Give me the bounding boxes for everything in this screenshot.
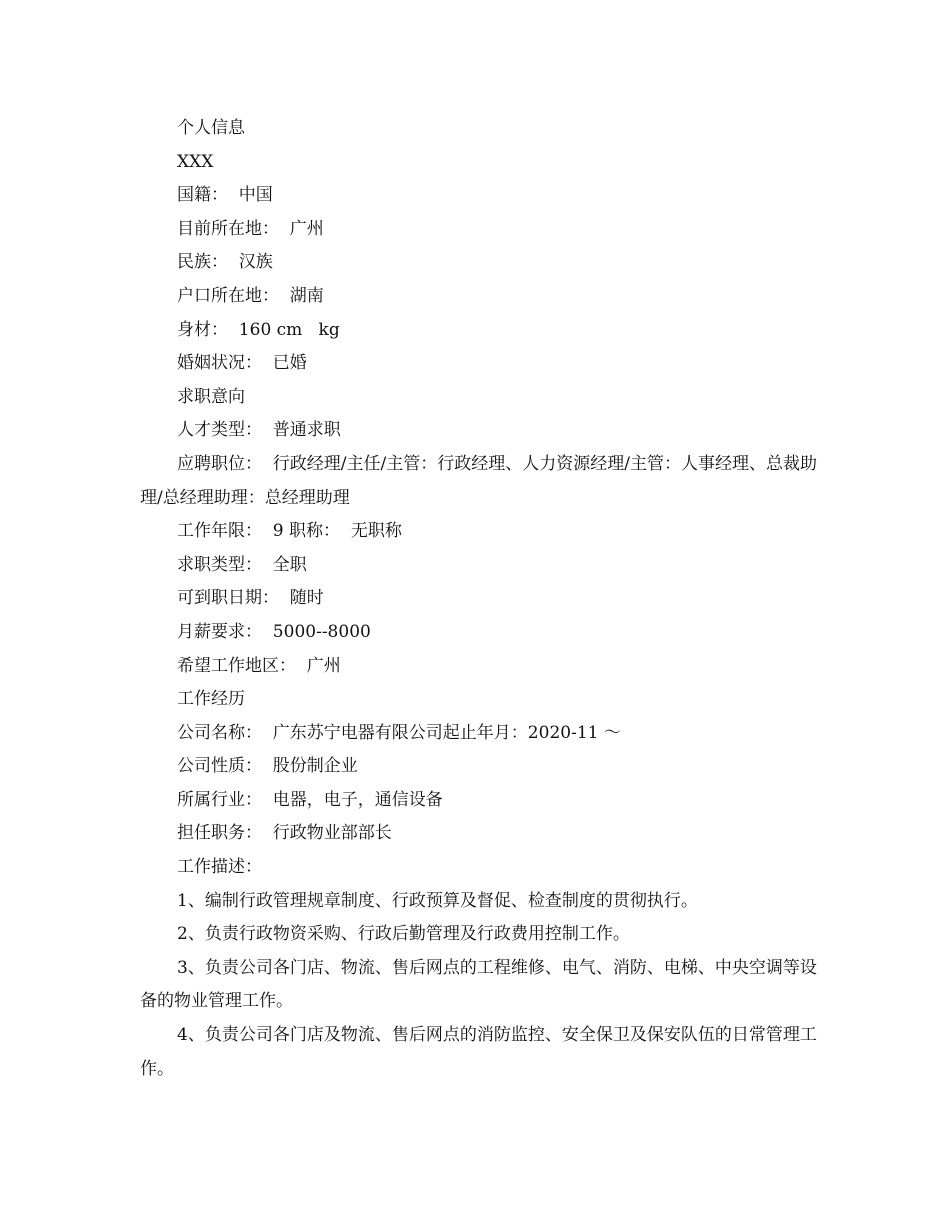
current-location-line: 目前所在地： 广州 (177, 218, 324, 239)
section-heading-personal-info: 个人信息 (177, 118, 245, 138)
preferred-location-line: 希望工作地区： 广州 (177, 655, 341, 676)
industry-line: 所属行业： 电器，电子，通信设备 (177, 789, 443, 810)
stature-line: 身材： 160 cm kg (177, 319, 340, 340)
nationality-line: 国籍： 中国 (177, 185, 273, 206)
duty-item-1: 1、编制行政管理规章制度、行政预算及督促、检查制度的贯彻执行。 (177, 890, 698, 911)
duty-item-2: 2、负责行政物资采购、行政后勤管理及行政费用控制工作。 (177, 924, 630, 945)
company-name-line: 公司名称： 广东苏宁电器有限公司起止年月：2020-11 ～ (177, 722, 621, 743)
ethnicity-line: 民族： 汉族 (177, 252, 273, 273)
job-description-heading: 工作描述： (177, 857, 262, 878)
candidate-name: XXX (177, 151, 214, 172)
available-date-line: 可到职日期： 随时 (177, 588, 324, 609)
talent-type-line: 人才类型： 普通求职 (177, 420, 341, 441)
salary-line: 月薪要求： 5000--8000 (177, 621, 371, 642)
company-nature-line: 公司性质： 股份制企业 (177, 756, 358, 777)
duty-item-4: 4、负责公司各门店及物流、售后网点的消防监控、安全保卫及保安队伍的日常管理工作。 (140, 1025, 817, 1079)
marital-status-line: 婚姻状况： 已婚 (177, 353, 307, 374)
resume-body (140, 112, 830, 1086)
household-registration-line: 户口所在地： 湖南 (177, 285, 324, 306)
work-years-line: 工作年限： 9 职称： 无职称 (177, 521, 402, 542)
section-heading-work-experience: 工作经历 (177, 689, 245, 710)
applied-position-line: 应聘职位： 行政经理/主任/主管：行政经理、人力资源经理/主管：人事经理、总裁助理/总经理助理：总经理助理 (140, 453, 817, 508)
section-heading-job-intention: 求职意向 (177, 386, 245, 407)
duty-item-3: 3、负责公司各门店、物流、售后网点的工程维修、电气、消防、电梯、中央空调等设备的物业管理工作。 (140, 957, 817, 1012)
job-type-line: 求职类型： 全职 (177, 554, 307, 575)
position-held-line: 担任职务： 行政物业部部长 (177, 823, 392, 844)
